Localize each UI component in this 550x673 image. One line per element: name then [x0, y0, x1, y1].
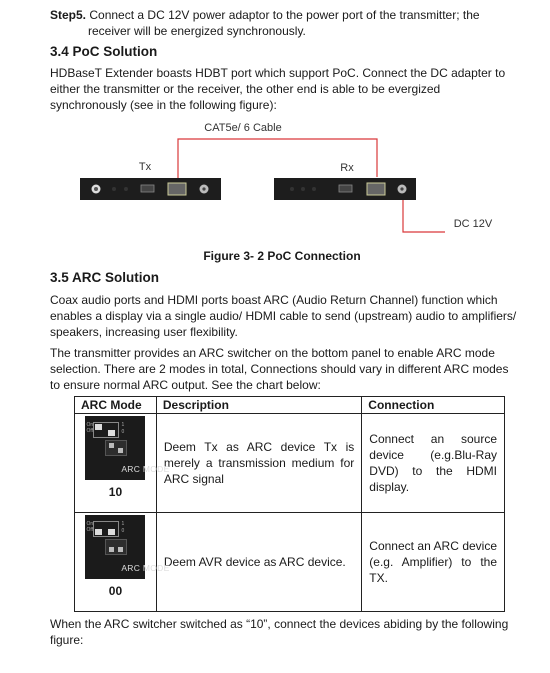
header-description: Description [156, 397, 361, 414]
arc-footer-text: When the ARC switcher switched as “10”, connect the devices abiding by the following figure: [50, 617, 509, 647]
table-header-row [75, 397, 505, 414]
arc-mode-table [74, 396, 505, 612]
header-connection: Connection [362, 397, 505, 414]
rx-hdbt-port-icon [367, 183, 385, 195]
step5-label: Step5. [50, 8, 87, 22]
poc-body: HDBaseT Extender boasts HDBT port which support PoC. Connect the DC adapter to either the transmitter or the receiver, the other end is able to be evergized synchronously (see in the following figure): [50, 66, 506, 112]
arc-switch-label: ARC MODE [121, 464, 170, 474]
arc-mode-value: 00 [108, 584, 123, 598]
rx-label: Rx [340, 162, 354, 174]
table-row [75, 513, 505, 612]
connection-cell: Connect an ARC device (e.g. Amplifier) to the TX. [362, 513, 505, 612]
cable-label: CAT5e/ 6 Cable [204, 122, 282, 134]
dc-label: DC 12V [453, 218, 493, 230]
arc-mode-cell [75, 414, 170, 513]
tx-hdbt-port-icon [168, 183, 186, 195]
description-cell: Deem AVR device as ARC device. [156, 513, 361, 612]
arc-heading: 3.5 ARC Solution [50, 270, 160, 285]
header-arc-mode: ARC Mode [75, 397, 157, 414]
arc-switch-image: On Off 1 0 ARC MODE [85, 416, 145, 480]
arc-switch-label: ARC MODE [121, 563, 170, 573]
poc-figure [0, 115, 550, 245]
step5-paragraph [50, 7, 520, 39]
dc-line [403, 197, 445, 232]
rx-hdmi-port-icon [339, 185, 352, 192]
step5-line2: receiver will be energized synchronously. [88, 24, 306, 38]
arc-mode-value: 10 [108, 485, 123, 499]
description-cell: Deem Tx as ARC device Tx is merely a transmission medium for ARC signal [156, 414, 361, 513]
connection-cell: Connect an source device (e.g.Blu-Ray DVD) to the HDMI display. [362, 414, 505, 513]
poc-heading: 3.4 PoC Solution [50, 44, 158, 59]
poc-figure-caption: Figure 3- 2 PoC Connection [203, 249, 361, 263]
arc-mode-cell [75, 513, 170, 612]
table-row [75, 414, 505, 513]
arc-body-2: The transmitter provides an ARC switcher on the bottom panel to enable ARC mode selection. There are 2 modes in total, Connections should vary in different ARC modes to ensure normal ARC output. See the chart below: [50, 346, 509, 392]
poc-diagram [0, 115, 550, 245]
arc-body-1: Coax audio ports and HDMI ports boast ARC (Audio Return Channel) function which enables a display via a single audio/ HDMI cable to send (upstream) audio to amplifiers/ speakers, increasing user flexibility. [50, 293, 517, 339]
arc-switch-image: On Off 1 0 ARC MODE [85, 515, 145, 579]
tx-hdmi-port-icon [141, 185, 154, 192]
tx-label: Tx [138, 161, 152, 173]
step5-line1: Connect a DC 12V power adaptor to the power port of the transmitter; the [89, 8, 480, 22]
